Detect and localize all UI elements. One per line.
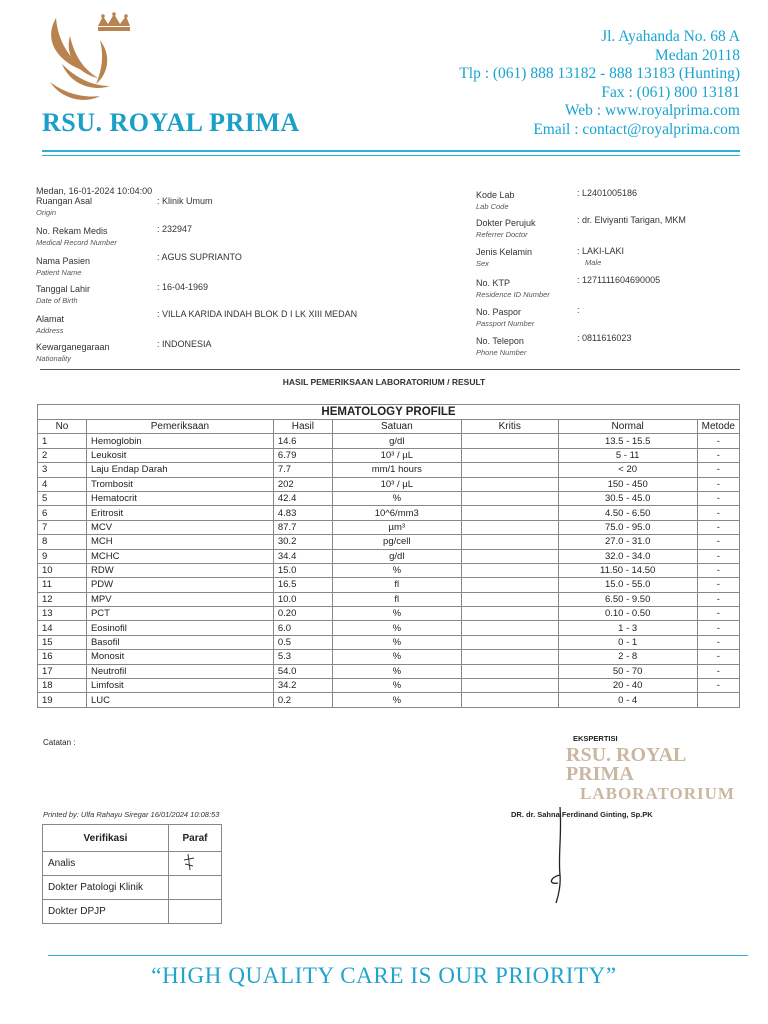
cell-unit: g/dl [332,549,461,563]
verification-role-dpjp: Dokter DPJP [43,900,169,924]
cell-unit: % [332,679,461,693]
verification-row [43,852,222,876]
cell-unit: 10³ / µL [332,448,461,462]
cell-exam: Monosit [86,650,273,664]
cell-unit: µm³ [332,520,461,534]
cell-exam: MCH [86,535,273,549]
cell-exam: MPV [86,592,273,606]
cell-critical [461,549,558,563]
cell-no: 13 [38,607,87,621]
cell-exam: Leukosit [86,448,273,462]
table-row [38,549,740,563]
footer-rule [48,955,748,956]
table-row [38,664,740,678]
cell-method: - [697,607,739,621]
info-value-address: : VILLA KARIDA INDAH BLOK D I LK XIII MEDAN [157,309,358,319]
cell-method [697,693,739,707]
cell-no: 1 [38,434,87,448]
table-row [38,693,740,707]
cell-unit: % [332,664,461,678]
paraf-analis [169,852,222,876]
table-row [38,578,740,592]
cell-no: 5 [38,491,87,505]
cell-result: 10.0 [273,592,332,606]
phone-line: Tlp : (061) 888 13182 - 888 13183 (Hunting) [459,65,740,82]
col-header-normal: Normal [558,420,697,434]
info-label-address: Alamat Address [36,314,65,335]
lab-stamp [536,744,735,803]
table-header-row [38,420,740,434]
cell-unit: % [332,650,461,664]
cell-method: - [697,664,739,678]
cell-no: 9 [38,549,87,563]
doctor-name: DR. dr. Sahna Ferdinand Ginting, Sp.PK [511,810,653,819]
cell-no: 10 [38,563,87,577]
cell-result: 14.6 [273,434,332,448]
cell-normal: 32.0 - 34.0 [558,549,697,563]
cell-method: - [697,520,739,534]
verification-role-pathologist: Dokter Patologi Klinik [43,876,169,900]
info-label-phone: No. Telepon Phone Number [476,336,527,357]
cell-no: 17 [38,664,87,678]
info-value-ktp: : 1271111604690005 [577,275,661,285]
profile-title-row [38,405,740,420]
col-header-no: No [38,420,87,434]
contact-block [459,28,740,139]
cell-exam: Trombosit [86,477,273,491]
info-value-passport: : [577,305,580,315]
cell-no: 14 [38,621,87,635]
cell-exam: Hematocrit [86,491,273,505]
cell-critical [461,635,558,649]
cell-method: - [697,621,739,635]
hospital-name: RSU. ROYAL PRIMA [42,108,300,137]
table-row [38,621,740,635]
cell-result: 0.5 [273,635,332,649]
info-label-lab-code: Kode Lab Lab Code [476,190,515,211]
cell-normal: 75.0 - 95.0 [558,520,697,534]
verification-header-row [43,825,222,852]
paraf-pathologist [169,876,222,900]
cell-method: - [697,635,739,649]
cell-no: 7 [38,520,87,534]
cell-exam: MCV [86,520,273,534]
notes-label: Catatan : [43,738,76,747]
address-line-1: Jl. Ayahanda No. 68 A [601,28,740,45]
cell-result: 5.3 [273,650,332,664]
col-header-result: Hasil [273,420,332,434]
cell-unit: % [332,635,461,649]
cell-no: 3 [38,463,87,477]
table-row [38,650,740,664]
cell-method: - [697,535,739,549]
cell-method: - [697,463,739,477]
cell-unit: 10^6/mm3 [332,506,461,520]
cell-normal: 11.50 - 14.50 [558,563,697,577]
info-value-phone: : 0811616023 [577,333,632,343]
ekspertisi-label: EKSPERTISI [573,734,618,743]
cell-normal: 4.50 - 6.50 [558,506,697,520]
table-body [38,434,740,707]
cell-exam: PDW [86,578,273,592]
cell-unit: % [332,607,461,621]
info-value-name: : AGUS SUPRIANTO [157,252,242,262]
table-row [38,448,740,462]
info-label-referrer: Dokter Perujuk Referrer Doctor [476,218,536,239]
cell-normal: 150 - 450 [558,477,697,491]
cell-method: - [697,578,739,592]
stamp-line-2: LABORATORIUM [580,784,735,803]
web-line: Web : www.royalprima.com [564,102,740,119]
slogan: “HIGH QUALITY CARE IS OUR PRIORITY” [151,963,617,988]
cell-result: 34.2 [273,679,332,693]
cell-result: 16.5 [273,578,332,592]
cell-exam: LUC [86,693,273,707]
hospital-logo [40,12,140,104]
cell-method: - [697,592,739,606]
col-header-unit: Satuan [332,420,461,434]
fax-line: Fax : (061) 800 13181 [601,83,740,101]
cell-exam: RDW [86,563,273,577]
cell-exam: Eosinofil [86,621,273,635]
info-value-dob: : 16-04-1969 [157,282,209,292]
cell-result: 6.0 [273,621,332,635]
table-row [38,607,740,621]
cell-critical [461,664,558,678]
cell-no: 16 [38,650,87,664]
cell-exam: Basofil [86,635,273,649]
col-header-critical: Kritis [461,420,558,434]
col-header-exam: Pemeriksaan [86,420,273,434]
info-label-ktp: No. KTP Residence ID Number [476,278,550,299]
cell-critical [461,607,558,621]
cell-critical [461,621,558,635]
table-row [38,477,740,491]
table-row [38,535,740,549]
printed-by: Printed by: Ulfa Rahayu Siregar 16/01/2024 10:08:53 [43,810,220,819]
verification-table [42,824,222,924]
cell-unit: % [332,563,461,577]
info-value-origin: : Klinik Umum [157,196,213,206]
cell-method: - [697,563,739,577]
info-label-origin: Ruangan Asal Origin [36,196,93,217]
info-label-sex: Jenis Kelamin Sex [476,247,533,268]
cell-critical [461,535,558,549]
cell-method: - [697,491,739,505]
cell-result: 30.2 [273,535,332,549]
table-row [38,463,740,477]
cell-exam: Eritrosit [86,506,273,520]
info-label-dob: Tanggal Lahir Date of Birth [36,284,91,305]
cell-critical [461,650,558,664]
header-rule-thin [42,155,740,156]
table-row [38,635,740,649]
cell-exam: Limfosit [86,679,273,693]
cell-unit: mm/1 hours [332,463,461,477]
table-row [38,506,740,520]
cell-no: 19 [38,693,87,707]
cell-result: 0.20 [273,607,332,621]
info-value-referrer: : dr. Elviyanti Tarigan, MKM [577,215,686,225]
cell-normal: 1 - 3 [558,621,697,635]
cell-unit: fl [332,592,461,606]
cell-unit: 10³ / µL [332,477,461,491]
cell-normal: 2 - 8 [558,650,697,664]
cell-no: 15 [38,635,87,649]
cell-critical [461,477,558,491]
table-row [38,592,740,606]
cell-normal: 5 - 11 [558,448,697,462]
info-label-name: Nama Pasien Patient Name [36,256,91,277]
cell-result: 7.7 [273,463,332,477]
info-label-nationality: Kewarganegaraan Nationality [36,342,110,363]
cell-result: 54.0 [273,664,332,678]
cell-normal: 6.50 - 9.50 [558,592,697,606]
report-datetime: Medan, 16-01-2024 10:04:00 [36,186,153,196]
cell-method: - [697,506,739,520]
cell-no: 8 [38,535,87,549]
cell-exam: MCHC [86,549,273,563]
profile-title: HEMATOLOGY PROFILE [38,405,740,420]
cell-critical [461,448,558,462]
cell-unit: pg/cell [332,535,461,549]
cell-method: - [697,434,739,448]
info-label-mrn: No. Rekam Medis Medical Record Number [36,226,117,247]
cell-normal: 0.10 - 0.50 [558,607,697,621]
cell-critical [461,506,558,520]
verification-row [43,900,222,924]
cell-no: 2 [38,448,87,462]
result-title: HASIL PEMERIKSAAN LABORATORIUM / RESULT [282,377,486,387]
cell-method: - [697,448,739,462]
cell-result: 0.2 [273,693,332,707]
cell-unit: fl [332,578,461,592]
cell-unit: g/dl [332,434,461,448]
cell-normal: 50 - 70 [558,664,697,678]
cell-unit: % [332,491,461,505]
cell-critical [461,563,558,577]
table-row [38,563,740,577]
cell-normal: 15.0 - 55.0 [558,578,697,592]
cell-method: - [697,549,739,563]
cell-exam: Neutrofil [86,664,273,678]
doctor-signature [540,805,580,905]
cell-result: 42.4 [273,491,332,505]
cell-normal: 30.5 - 45.0 [558,491,697,505]
cell-no: 6 [38,506,87,520]
cell-critical [461,463,558,477]
cell-exam: PCT [86,607,273,621]
email-line: Email : contact@royalprima.com [533,120,740,138]
cell-normal: < 20 [558,463,697,477]
cell-critical [461,592,558,606]
header-rule [42,150,740,152]
cell-method: - [697,477,739,491]
verification-row [43,876,222,900]
stamp-line-1: RSU. ROYAL PRIMA [566,744,686,785]
cell-critical [461,491,558,505]
cell-critical [461,578,558,592]
info-value-lab-code: : L2401005186 [577,188,638,198]
verification-header: Verifikasi [43,825,169,852]
table-row [38,491,740,505]
initials-mark [174,852,204,872]
table-row [38,520,740,534]
cell-no: 11 [38,578,87,592]
cell-exam: Laju Endap Darah [86,463,273,477]
table-row [38,434,740,448]
cell-no: 4 [38,477,87,491]
cell-normal: 13.5 - 15.5 [558,434,697,448]
cell-normal: 0 - 1 [558,635,697,649]
cell-result: 6.79 [273,448,332,462]
cell-normal: 27.0 - 31.0 [558,535,697,549]
cell-result: 87.7 [273,520,332,534]
cell-critical [461,520,558,534]
cell-unit: % [332,621,461,635]
cell-method: - [697,679,739,693]
paraf-header: Paraf [169,825,222,852]
cell-normal: 20 - 40 [558,679,697,693]
col-header-method: Metode [697,420,739,434]
cell-normal: 0 - 4 [558,693,697,707]
cell-no: 12 [38,592,87,606]
cell-result: 34.4 [273,549,332,563]
cell-exam: Hemoglobin [86,434,273,448]
info-value-mrn: : 232947 [157,224,193,234]
address-line-2: Medan 20118 [654,46,740,64]
cell-critical [461,434,558,448]
hematology-table [37,404,740,708]
table-row [38,679,740,693]
paraf-dpjp [169,900,222,924]
cell-method: - [697,650,739,664]
info-value-sex: : LAKI-LAKI Male [577,246,625,267]
cell-unit: % [332,693,461,707]
info-label-passport: No. Paspor Passport Number [476,307,535,328]
cell-result: 15.0 [273,563,332,577]
info-separator [40,369,740,370]
cell-result: 202 [273,477,332,491]
info-value-nationality: : INDONESIA [157,339,212,349]
cell-critical [461,693,558,707]
cell-critical [461,679,558,693]
cell-no: 18 [38,679,87,693]
verification-role-analis: Analis [43,852,169,876]
cell-result: 4.83 [273,506,332,520]
